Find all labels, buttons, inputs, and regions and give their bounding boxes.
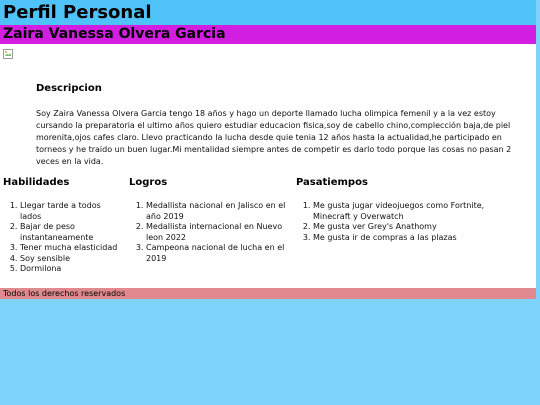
- list-item: 2. Medallista internacional en Nuevo leon 2022: [146, 222, 299, 243]
- skills-heading: Habilidades: [3, 177, 70, 188]
- list-item: 1. Llegar tarde a todos lados: [20, 201, 118, 222]
- list-item: 1. Me gusta jugar videojuegos como Fortnite, Minecraft y Overwatch: [313, 201, 516, 222]
- achievements-section: [129, 177, 299, 264]
- skills-section: [3, 177, 118, 275]
- list-item: 2. Me gusta ver Grey's Anathomy: [313, 222, 516, 233]
- list-item: 2. Bajar de peso instantaneamente: [20, 222, 118, 243]
- list-item: 3. Tener mucha elasticidad: [20, 243, 118, 254]
- name-banner: [0, 25, 536, 44]
- hobbies-section: [296, 177, 516, 243]
- achievements-list: [129, 201, 299, 264]
- hobbies-list: [296, 201, 516, 243]
- page-header: [0, 0, 536, 25]
- list-item: 3. Campeona nacional de lucha en el 2019: [146, 243, 299, 264]
- list-item: 4. Soy sensible: [20, 254, 118, 265]
- page-title: Perfil Personal: [3, 2, 152, 23]
- person-name: Zaira Vanessa Olvera Garcia: [3, 26, 226, 42]
- list-item: 5. Dormilona: [20, 264, 118, 275]
- page-footer: [0, 288, 536, 299]
- list-item: 1. Medallista nacional en Jalisco en el año 2019: [146, 201, 299, 222]
- description-heading: Descripcion: [36, 83, 102, 94]
- list-item: 3. Me gusta ir de compras a las plazas: [313, 233, 516, 244]
- description-text: Soy Zaira Vanessa Olvera Garcia tengo 18 años y hago un deporte llamado lucha olimpica femenil y a la vez estoy cursando la preparatoria el ultimo años quiero estudiar educacion fisica,soy de cabello chino,complección baja,de piel morenita,ojos cafes claro. Llevo practicando la lucha desde quie tenia 12 años hasta la actualidad,he participado en torneos y he traido un buen lugar.Mi mentalidad siempre antes de competir es darlo todo porque las cosas no pasan 2 veces en la vida.: [36, 109, 512, 166]
- main-content: [0, 44, 536, 288]
- achievements-heading: Logros: [129, 177, 168, 188]
- hobbies-heading: Pasatiempos: [296, 177, 368, 188]
- broken-image-icon: [3, 49, 13, 59]
- skills-list: [3, 201, 118, 275]
- footer-text: Todos los derechos reservados: [3, 289, 126, 298]
